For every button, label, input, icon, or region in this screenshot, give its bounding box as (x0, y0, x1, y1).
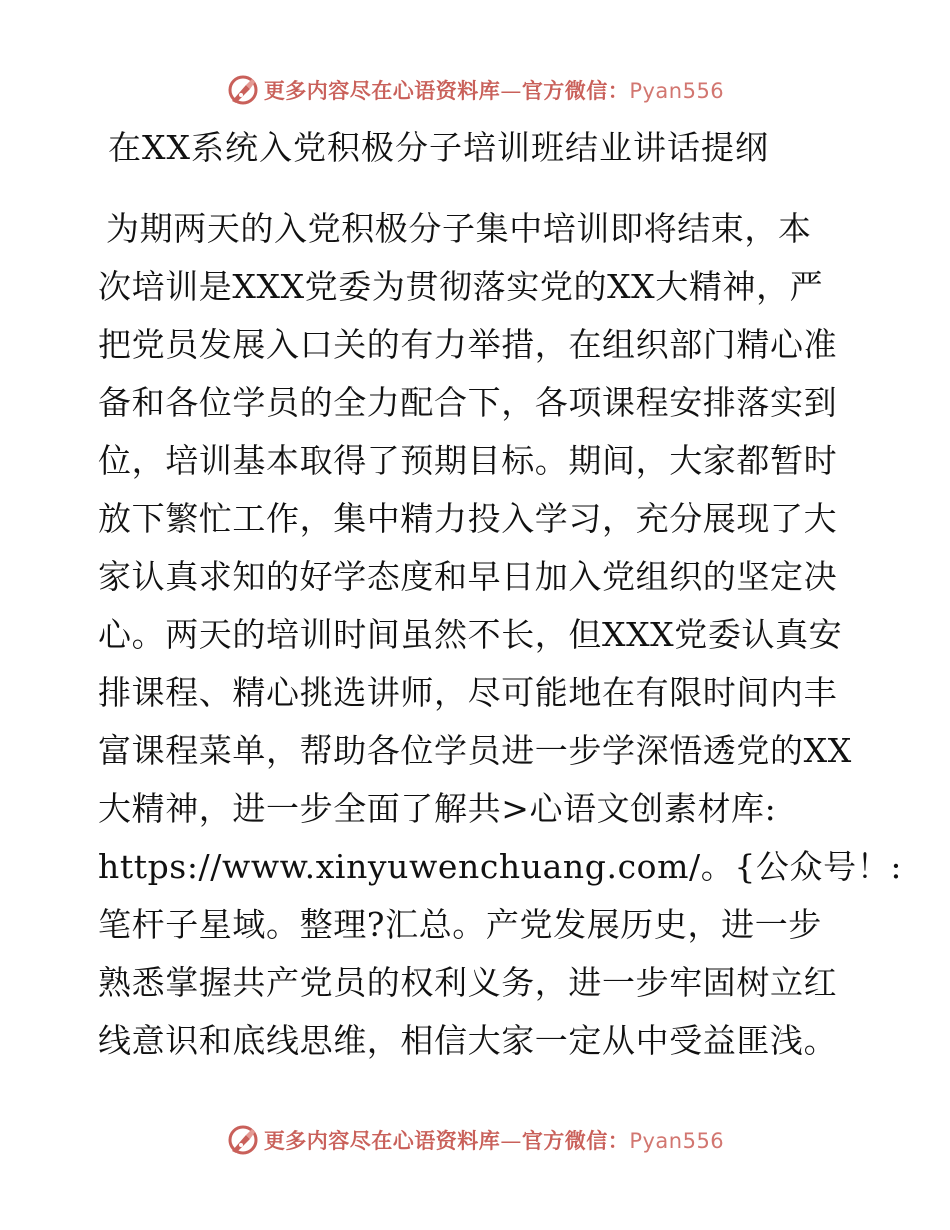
banner-account: Pyan556 (629, 1129, 725, 1153)
body-line: 家认真求知的好学态度和早日加入党组织的坚定决 (98, 557, 838, 596)
body-line: 排课程、精心挑选讲师，尽可能地在有限时间内丰 (98, 673, 838, 712)
banner-text (264, 1125, 724, 1155)
banner-account: Pyan556 (629, 79, 725, 103)
body-line: 富课程菜单，帮助各位学员进一步学深悟透党的XX (98, 731, 852, 770)
footer-banner (0, 1120, 950, 1160)
body-line: 熟悉掌握共产党员的权利义务，进一步牢固树立红 (98, 963, 838, 1002)
body-line: 心。两天的培训时间虽然不长，但XXX党委认真安 (98, 615, 843, 654)
body-line: 线意识和底线思维，相信大家一定从中受益匪浅。 (98, 1021, 838, 1060)
body-line: 次培训是XXX党委为贯彻落实党的XX大精神，严 (98, 267, 824, 306)
banner-wechat-label: 官方微信： (521, 1129, 630, 1153)
banner-dash: — (500, 1129, 522, 1153)
body-line: 位，培训基本取得了预期目标。期间，大家都暂时 (98, 441, 838, 480)
banner-text (264, 75, 724, 105)
body-line[interactable]: https://www.xinyuwenchuang.com/。{公众号！: (98, 847, 903, 886)
header-banner (0, 70, 950, 110)
body-line: 备和各位学员的全力配合下，各项课程安排落实到 (98, 383, 838, 422)
banner-dash: — (500, 79, 522, 103)
document-title: 在XX系统入党积极分子培训班结业讲话提纲 (108, 128, 769, 167)
body-line: 把党员发展入口关的有力举措，在组织部门精心准 (98, 325, 838, 364)
body-line: 放下繁忙工作，集中精力投入学习，充分展现了大 (98, 499, 838, 538)
banner-main-text: 更多内容尽在心语资料库 (263, 1129, 501, 1153)
body-line: 为期两天的入党积极分子集中培训即将结束，本 (106, 209, 812, 248)
pen-nib-logo-icon (226, 73, 260, 107)
pen-nib-logo-icon (226, 1123, 260, 1157)
body-line: 大精神，进一步全面了解共>心语文创素材库: (98, 789, 777, 828)
banner-main-text: 更多内容尽在心语资料库 (263, 79, 501, 103)
body-line: 笔杆子星域。整理?汇总。产党发展历史，进一步 (98, 905, 822, 944)
banner-wechat-label: 官方微信： (521, 79, 630, 103)
